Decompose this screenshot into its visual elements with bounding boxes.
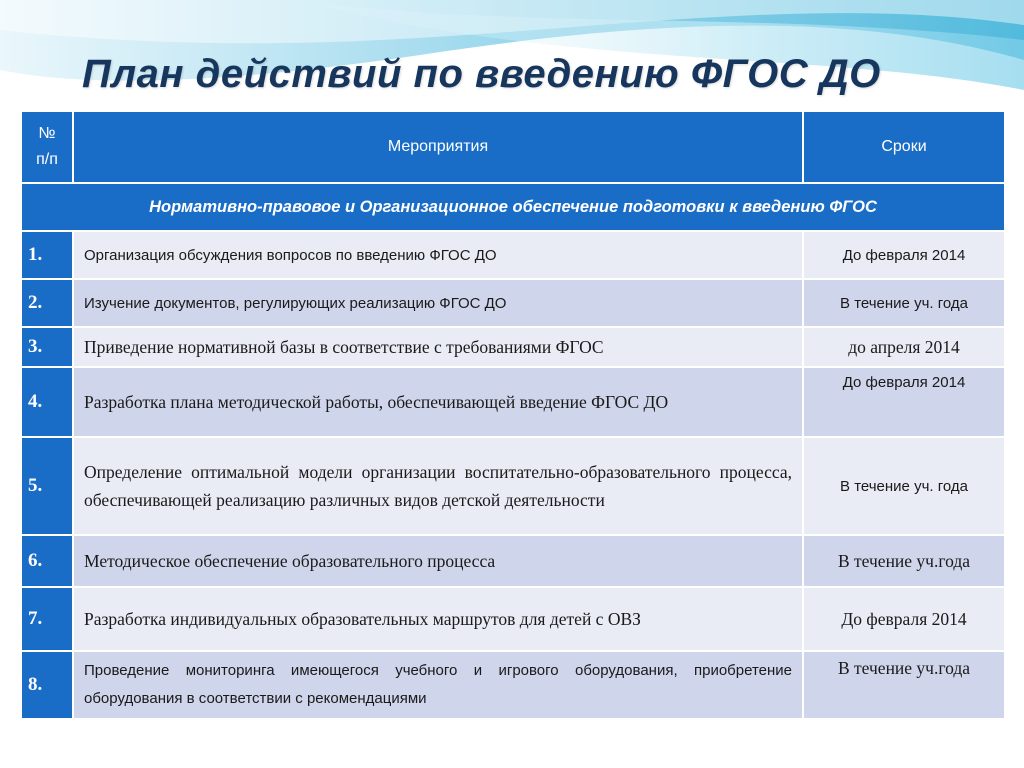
row-number: 6. [21,535,73,587]
row-number: 3. [21,327,73,367]
row-number: 1. [21,231,73,279]
table-row [21,587,1005,651]
row-activity: Разработка индивидуальных образовательных маршрутов для детей с ОВЗ [73,587,803,651]
table-row [21,437,1005,535]
row-activity: Проведение мониторинга имеющегося учебного и игрового оборудования, приобретение оборудования в соответствии с рекомендациями [73,651,803,719]
row-activity: Организация обсуждения вопросов по введению ФГОС ДО [73,231,803,279]
row-activity: Изучение документов, регулирующих реализацию ФГОС ДО [73,279,803,327]
column-header-activity: Мероприятия [73,111,803,183]
table-row [21,651,1005,719]
row-term: В течение уч.года [803,651,1005,719]
table-row [21,279,1005,327]
table-row [21,367,1005,437]
column-header-number: № п/п [21,111,73,183]
table-header-row [21,111,1005,183]
row-term: До февраля 2014 [803,587,1005,651]
row-number: 8. [21,651,73,719]
row-number: 7. [21,587,73,651]
row-activity: Разработка плана методической работы, обеспечивающей введение ФГОС ДО [73,367,803,437]
row-term: до апреля 2014 [803,327,1005,367]
row-term: В течение уч.года [803,535,1005,587]
row-term: В течение уч. года [803,279,1005,327]
table-row [21,231,1005,279]
table-row [21,327,1005,367]
row-number: 4. [21,367,73,437]
row-term: До февраля 2014 [803,231,1005,279]
row-number: 5. [21,437,73,535]
action-plan-table [20,110,1006,720]
row-activity: Приведение нормативной базы в соответствие с требованиями ФГОС [73,327,803,367]
row-activity: Методическое обеспечение образовательного процесса [73,535,803,587]
row-activity: Определение оптимальной модели организации воспитательно-образовательного процесса, обеспечивающей реализацию различных видов детской деятельности [73,437,803,535]
table-row [21,535,1005,587]
row-number: 2. [21,279,73,327]
section-row [21,183,1005,231]
row-term: До февраля 2014 [803,367,1005,437]
page-title: План действий по введению ФГОС ДО [82,52,881,96]
row-term: В течение уч. года [803,437,1005,535]
section-title: Нормативно-правовое и Организационное обеспечение подготовки к введению ФГОС [21,183,1005,231]
column-header-term: Сроки [803,111,1005,183]
